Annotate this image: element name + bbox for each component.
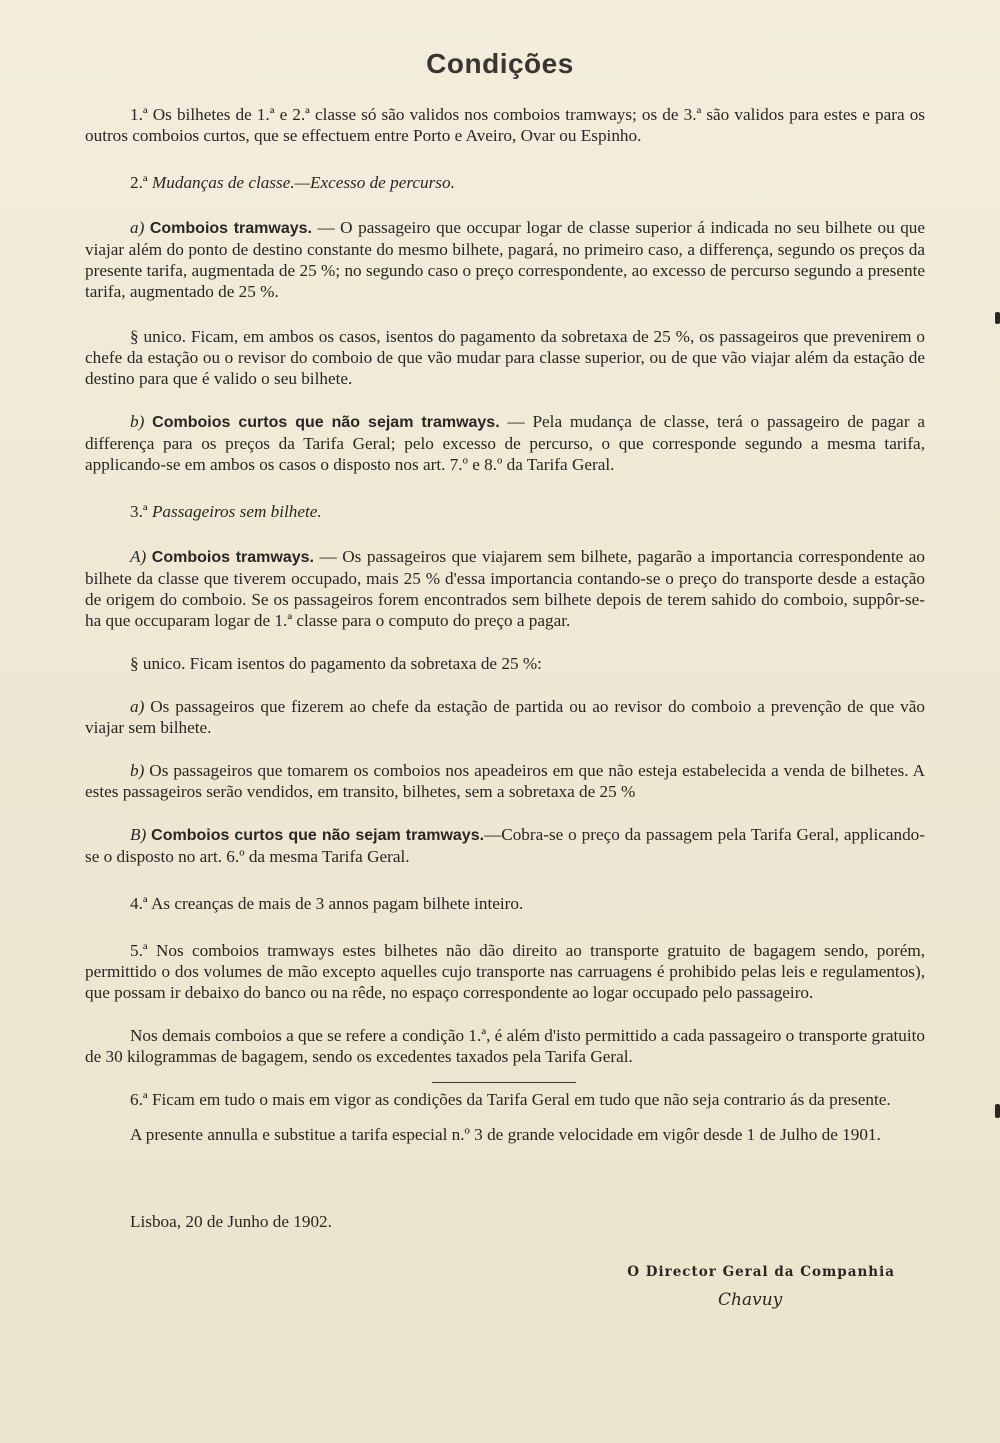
condition-2-heading: [85, 172, 925, 193]
condition-3a-text: Os passageiros que fizerem ao chefe da estação de partida ou ao revisor do comboio a prevenção de que vão viajar sem bilhete.: [85, 697, 925, 737]
director-title: O Director Geral da Companhia: [627, 1264, 895, 1280]
condition-3-unico: § unico. Ficam isentos do pagamento da sobretaxa de 25 %:: [130, 654, 542, 673]
condition-1-text: Os bilhetes de 1.ª e 2.ª classe só são validos nos comboios tramways; os de 3.ª são validos para estes e para os outros comboios curtos, que se effectuem entre Porto e Aveiro, Ovar ou Espinho.: [85, 105, 925, 145]
condition-2-title: Mudanças de classe.—Excesso de percurso.: [151, 173, 455, 192]
condition-3b-text: Os passageiros que tomarem os comboios nos apeadeiros em que não esteja estabelecida a venda de bilhetes. A estes passageiros serão vendidos, em transito, bilhetes, sem a sobretaxa de 25 %: [85, 761, 925, 801]
condition-2b-letter: b): [130, 412, 145, 431]
conditions-body: [85, 104, 925, 1110]
annulment-notice: A presente annulla e substitue a tarifa especial n.º 3 de grande velocidade em vigôr desde 1 de Julho de 1901.: [130, 1125, 881, 1144]
condition-3B: [85, 824, 925, 867]
condition-3B-subtitle: Comboios curtos que não sejam tramways.: [151, 827, 485, 844]
condition-5-continued: Nos demais comboios a que se refere a condição 1.ª, é além d'isto permittido a cada passageiro o transporte gratuito de 30 kilogrammas de bagagem, sendo os excedentes taxados pela Tarifa Geral.: [85, 1026, 925, 1066]
condition-3-number: 3.ª: [130, 502, 148, 521]
condition-3a-letter: a): [130, 697, 145, 716]
section-divider: [432, 1082, 576, 1083]
condition-3A-letter: A): [130, 547, 147, 566]
condition-3A-subtitle: Comboios tramways.: [151, 549, 314, 566]
condition-5: [85, 940, 925, 1003]
condition-2b-subtitle: Comboios curtos que não sejam tramways.: [152, 414, 500, 431]
condition-2-number: 2.ª: [130, 173, 148, 192]
condition-5-number: 5.ª: [130, 941, 148, 960]
condition-4-text: As creanças de mais de 3 annos pagam bilhete inteiro.: [151, 894, 524, 913]
condition-3B-text: —Cobra-se o preço da passagem pela Tarifa Geral, applicando-se o disposto no art. 6.º da mesma Tarifa Geral.: [85, 825, 925, 866]
condition-3b-letter: b): [130, 761, 145, 780]
condition-4-number: 4.ª: [130, 894, 148, 913]
binding-mark: [995, 1104, 1000, 1118]
condition-2-unico: § unico. Ficam, em ambos os casos, isentos do pagamento da sobretaxa de 25 %, os passageiros que prevenirem o chefe da estação ou o revisor do comboio de que vão mudar para classe superior, ou de que vão viajar além da estação de destino para que é valido o seu bilhete.: [85, 327, 925, 388]
condition-3a: [85, 696, 925, 738]
condition-3A: [85, 546, 925, 631]
director-signature: Chavuy: [718, 1290, 783, 1310]
condition-2a-letter: a): [130, 218, 145, 237]
condition-2b: [85, 411, 925, 475]
binding-mark: [995, 312, 1000, 324]
condition-3-heading: [85, 501, 925, 522]
issue-date: Lisboa, 20 de Junho de 1902.: [130, 1212, 332, 1231]
condition-1: [85, 104, 925, 146]
condition-5-text: Nos comboios tramways estes bilhetes não dão direito ao transporte gratuito de bagagem sendo, porém, permittido o dos volumes de mão excepto aquelles cujo transporte nas carruagens é prohibido pelas leis e regulamentos), que possam ir debaixo do banco ou na rêde, no espaço correspondente ao logar occupado pelo passageiro.: [85, 941, 926, 1002]
condition-2b-text: — Pela mudança de classe, terá o passageiro de pagar a differença para os preços da Tarifa Geral; pelo excesso de percurso, o que corresponde segundo a mesma tarifa, applicando-se em ambos os casos o disposto nos art. 7.º e 8.º da Tarifa Geral.: [85, 412, 925, 474]
condition-2a-subtitle: Comboios tramways.: [149, 220, 312, 237]
condition-3A-text: — Os passageiros que viajarem sem bilhete, pagarão a importancia correspondente ao bilhete da classe que tiverem occupado, mais 25 % d'essa importancia contando-se o preço do transporte desde a estação de origem do comboio. Se os passageiros forem encontrados sem bilhete depois de terem sahido do comboio, suppôr-se-ha que occuparam logar de 1.ª classe para o computo do preço a pagar.: [85, 547, 926, 630]
condition-4: [85, 893, 925, 914]
page-title: Condições: [426, 48, 574, 79]
condition-6: [85, 1089, 925, 1110]
condition-3-title: Passageiros sem bilhete.: [151, 502, 322, 521]
condition-2a-text: — O passageiro que occupar logar de classe superior á indicada no seu bilhete ou que viajar além do ponto de destino constante do mesmo bilhete, pagará, no primeiro caso, a differença, segundo os preços da presente tarifa, augmentada de 25 %; no segundo caso o preço correspondente, ao excesso de percurso segundo a presente tarifa, augmentado de 25 %.: [85, 218, 926, 301]
condition-2a: [85, 217, 925, 302]
condition-1-number: 1.ª: [130, 105, 148, 124]
condition-3b: [85, 760, 925, 802]
condition-6-text: Ficam em tudo o mais em vigor as condições da Tarifa Geral em tudo que não seja contrario ás da presente.: [151, 1090, 891, 1109]
condition-3B-letter: B): [130, 825, 147, 844]
condition-6-number: 6.ª: [130, 1090, 148, 1109]
